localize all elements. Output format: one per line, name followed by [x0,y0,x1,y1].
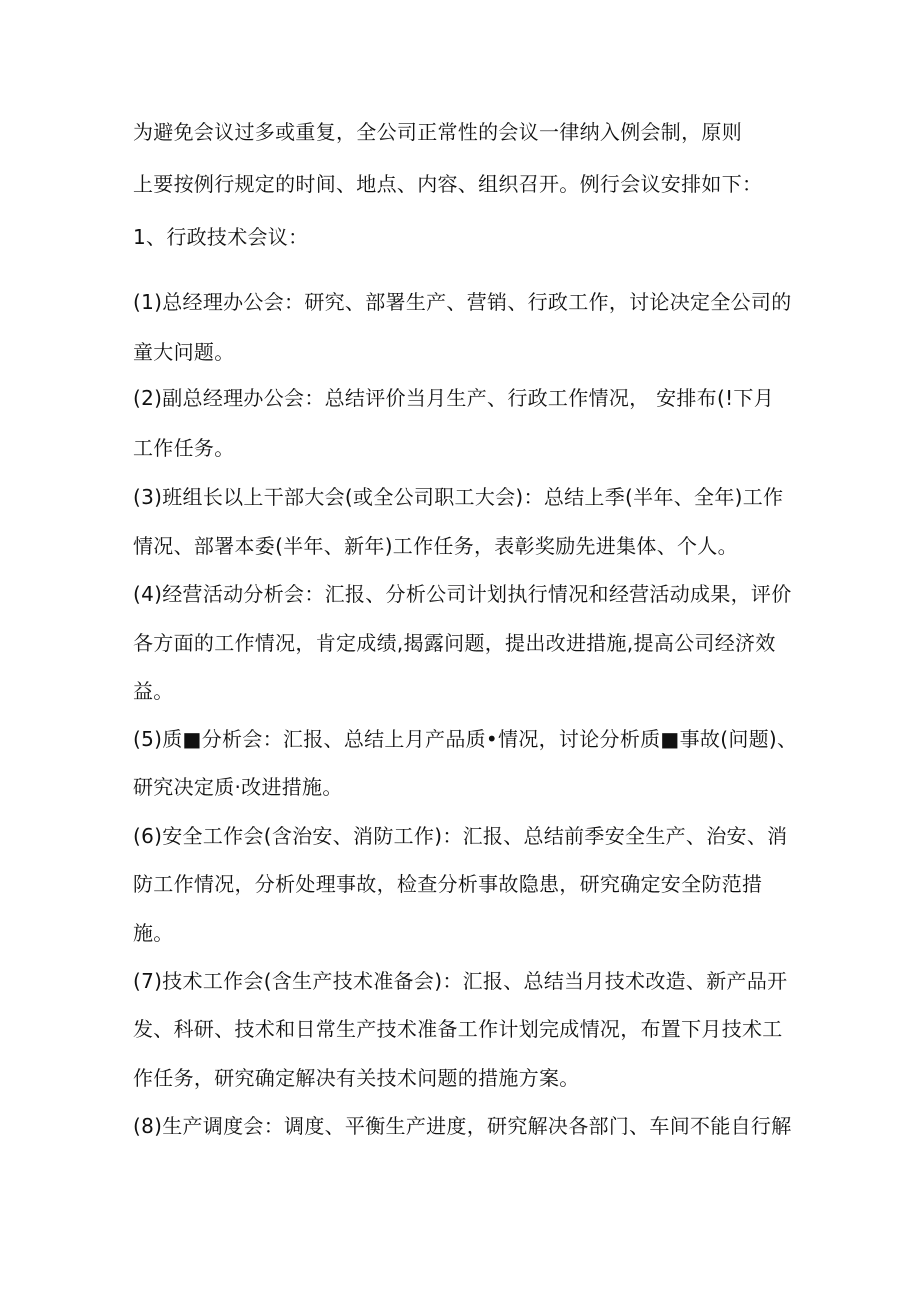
text-line: (3)班组长以上干部大会(或全公司职工大会)：总结上季(半年、全年)工作 [133,485,784,509]
text-line: 工作任务。 [133,436,235,460]
text-line: 各方面的工作情况，肯定成绩,揭露问题，提出改进措施,提高公司经济效 [133,631,776,655]
text-line: 为避免会议过多或重复，全公司正常性的会议一律纳入例会制，原则 [133,120,742,144]
text-line: (8)生产调度会：调度、平衡生产进度，研究解决各部门、车间不能自行解 [133,1114,792,1138]
text-line: (1)总经理办公会：研究、部署生产、营销、行政工作，讨论决定全公司的 [133,290,792,314]
text-line: (6)安全工作会(含治安、消防工作)：汇报、总结前季安全生产、治安、消 [133,824,788,848]
text-line: 益。 [133,679,174,703]
text-line: (2)副总经理办公会：总结评价当月生产、行政工作情况， 安排布(!下月 [133,386,775,410]
text-line: 施。 [133,921,174,945]
text-line: 防工作情况，分析处理事故，检查分析事故隐患，研究确定安全防范措 [133,872,763,896]
text-line: 情况、部署本委(半年、新年)工作任务，表彰奖励先进集体、个人。 [133,534,738,558]
text-line: (4)经营活动分析会：汇报、分析公司计划执行情况和经营活动成果，评价 [133,582,792,606]
text-line: (5)质■分析会：汇报、总结上月产品质•情况，讨论分析质■事故(问题)、 [133,727,798,751]
text-line: 上要按例行规定的时间、地点、内容、组织召开。例行会议安排如下： [133,172,763,196]
text-line: (7)技术工作会(含生产技术准备会)：汇报、总结当月技术改造、新产品开 [133,969,788,993]
text-line: 作任务，研究确定解决有关技术问题的措施方案。 [133,1066,580,1090]
text-line: 研究决定质·改进措施。 [133,775,343,799]
text-line: 发、科研、技术和日常生产技术准备工作计划完成情况，布置下月技术工 [133,1017,783,1041]
text-line: 童大问题。 [133,340,235,364]
section-heading: 1、行政技术会议： [133,225,309,249]
